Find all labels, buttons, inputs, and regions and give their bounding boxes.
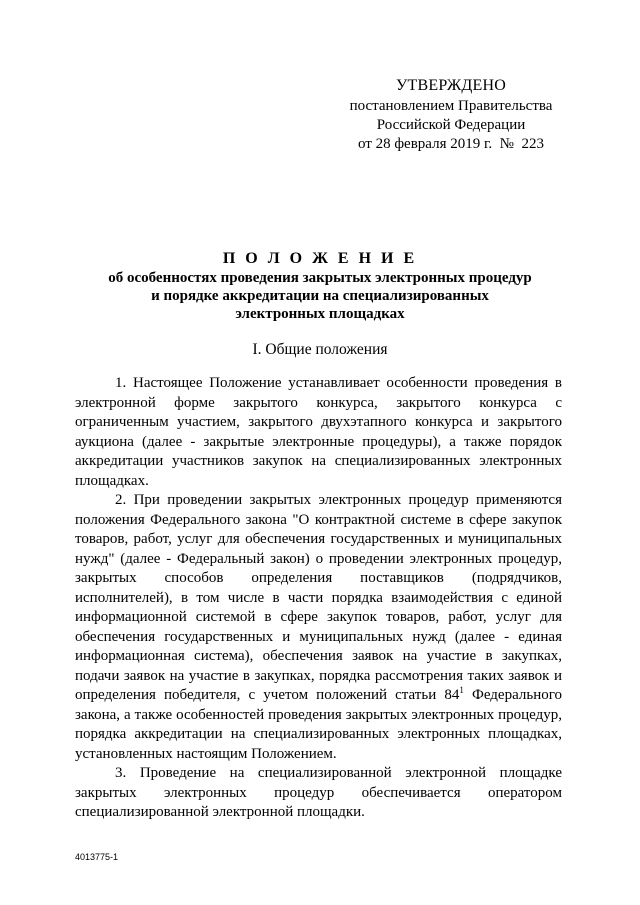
title-line-3: электронных площадках bbox=[235, 306, 405, 322]
approval-block bbox=[340, 76, 562, 154]
title-line-1: об особенностях проведения закрытых электронных процедур bbox=[108, 270, 532, 286]
title-main: П О Л О Ж Е Н И Е bbox=[222, 250, 418, 267]
paragraph-2 bbox=[75, 491, 562, 764]
paragraph-2-text-after: Федерального закона, а также особенностей проведения закрытых электронных процедур, порядка аккредитации на специализированных электронных площадках, установленных настоящим Положением. bbox=[75, 687, 562, 762]
approval-line-1: постановлением Правительства bbox=[349, 98, 553, 114]
document-title bbox=[60, 250, 580, 323]
article-superscript: 1 bbox=[459, 685, 464, 695]
title-line-2: и порядке аккредитации на специализированных bbox=[151, 288, 489, 304]
paragraph-1: 1. Настоящее Положение устанавливает особенности проведения в электронной форме закрытого конкурса, закрытого конкурса с ограниченным участием, закрытого двухэтапного конкурса и закрытого аукциона (далее - закрытые электронные процедуры), а также порядок аккредитации участников закупок на специализированных электронных площадках. bbox=[75, 375, 562, 489]
paragraph-3: 3. Проведение на специализированной электронной площадке закрытых электронных процедур обеспечивается оператором специализированной электронной площадки. bbox=[75, 765, 562, 820]
section-heading: I. Общие положения bbox=[252, 341, 388, 358]
approval-line-2: Российской Федерации bbox=[376, 117, 526, 133]
approval-line-3: от 28 февраля 2019 г. № 223 bbox=[357, 136, 544, 152]
document-code: 4013775-1 bbox=[75, 852, 119, 862]
paragraph-2-text-before: 2. При проведении закрытых электронных процедур применяются положения Федерального закона "О контрактной системе в сфере закупок товаров, работ, услуг для обеспечения государственных и муниципальных нужд" (далее - Федеральный закон) о проведении электронных процедур, закрытых способов определения поставщиков (подрядчиков, исполнителей), в том числе в части порядка взаимодействия с единой информационной системой в сфере закупок товаров, работ, услуг для обеспечения государственных и муниципальных нужд (далее - единая информационная система), обеспечения заявок на участие в закупках, подачи заявок на участие в закупках, порядка рассмотрения таких заявок и определения победителя, с учетом положений статьи 84 bbox=[75, 492, 562, 703]
approval-heading: УТВЕРЖДЕНО bbox=[395, 77, 506, 94]
document-body bbox=[75, 374, 562, 823]
